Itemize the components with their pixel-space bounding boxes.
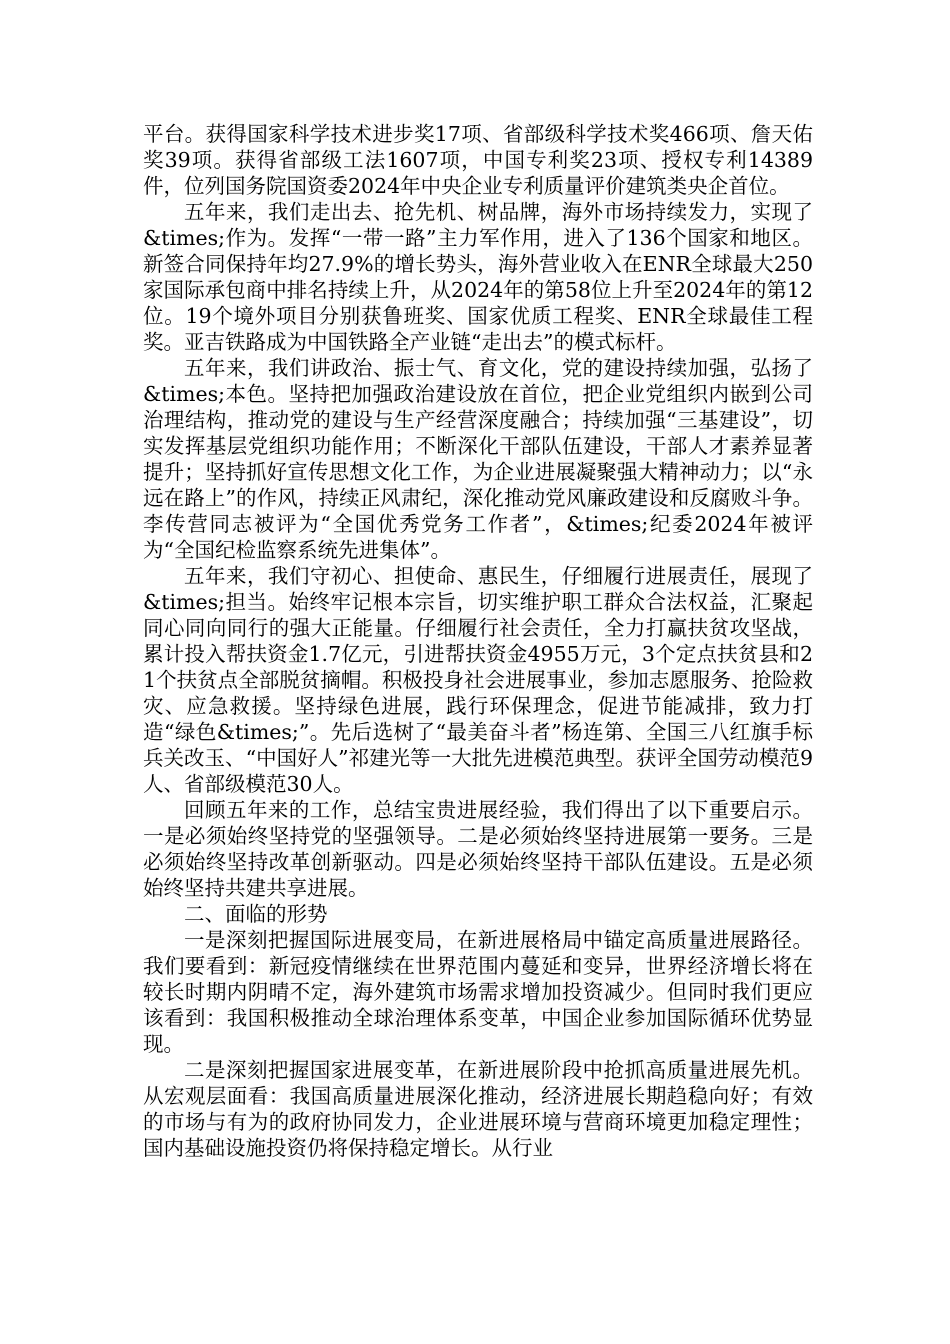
paragraph-5: 回顾五年来的工作，总结宝贵进展经验，我们得出了以下重要启示。一是必须始终坚持党的坚强领导。二是必须始终坚持进展第一要务。三是必须始终坚持改革创新驱动。四是必须始终坚持干部队伍建设。五是必须始终坚持共建共享进展。 bbox=[143, 798, 813, 900]
document-body bbox=[143, 121, 813, 1161]
paragraph-7: 二是深刻把握国家进展变革，在新进展阶段中抢抓高质量进展先机。从宏观层面看：我国高质量进展深化推动，经济进展长期趋稳向好；有效的市场与有为的政府协同发力，企业进展环境与营商环境更加稳定理性；国内基础设施投资仍将保持稳定增长。从行业 bbox=[143, 1058, 813, 1160]
paragraph-4: 五年来，我们守初心、担使命、惠民生，仔细履行进展责任，展现了&times;担当。始终牢记根本宗旨，切实维护职工群众合法权益，汇聚起同心同向同行的强大正能量。仔细履行社会责任，全力打赢扶贫攻坚战，累计投入帮扶资金1.7亿元，引进帮扶资金4955万元，3个定点扶贫县和21个扶贫点全部脱贫摘帽。积极投身社会进展事业，参加志愿服务、抢险救灾、应急救援。坚持绿色进展，践行环保理念，促进节能减排，致力打造“绿色&times;”。先后选树了“最美奋斗者”杨连第、全国三八红旗手标兵关改玉、“中国好人”祁建光等一大批先进模范典型。获评全国劳动模范9人、省部级模范30人。 bbox=[143, 564, 813, 796]
paragraph-2: 五年来，我们走出去、抢先机、树品牌，海外市场持续发力，实现了&times;作为。发挥“一带一路”主力军作用，进入了136个国家和地区。新签合同保持年均27.9%的增长势头，海外营业收入在ENR全球最大250家国际承包商中排名持续上升，从2024年的第58位上升至2024年的第12位。19个境外项目分别获鲁班奖、国家优质工程奖、ENR全球最佳工程奖。亚吉铁路成为中国铁路全产业链“走出去”的模式标杆。 bbox=[143, 200, 813, 354]
paragraph-6: 一是深刻把握国际进展变局，在新进展格局中锚定高质量进展路径。我们要看到：新冠疫情继续在世界范围内蔓延和变异，世界经济增长将在较长时期内阴晴不定，海外建筑市场需求增加投资减少。但同时我们更应该看到：我国积极推动全球治理体系变革，中国企业参加国际循环优势显现。 bbox=[143, 928, 813, 1056]
paragraph-3: 五年来，我们讲政治、振士气、育文化，党的建设持续加强，弘扬了&times;本色。坚持把加强政治建设放在首位，把企业党组织内嵌到公司治理结构，推动党的建设与生产经营深度融合；持续加强“三基建设”，切实发挥基层党组织功能作用；不断深化干部队伍建设，干部人才素养显著提升；坚持抓好宣传思想文化工作，为企业进展凝聚强大精神动力；以“永远在路上”的作风，持续正风肃纪，深化推动党风廉政建设和反腐败斗争。李传营同志被评为“全国优秀党务工作者”，&times;纪委2024年被评为“全国纪检监察系统先进集体”。 bbox=[143, 356, 813, 562]
section-heading: 二、面临的形势 bbox=[184, 902, 328, 926]
paragraph-1: 平台。获得国家科学技术进步奖17项、省部级科学技术奖466项、詹天佑奖39项。获得省部级工法1607项，中国专利奖23项、授权专利14389件，位列国务院国资委2024年中央企业专利质量评价建筑类央企首位。 bbox=[143, 122, 813, 198]
